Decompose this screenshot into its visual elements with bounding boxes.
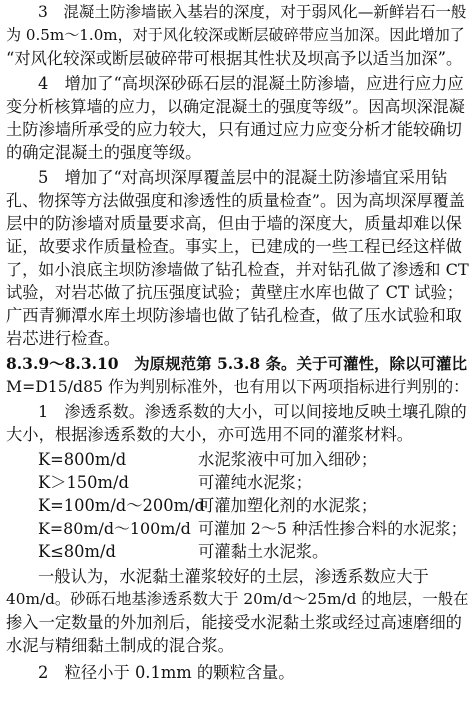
general-paragraph-line: 掺入一定数量的外加剂后，能接受水泥黏土浆或经过高速磨细的 (6, 613, 462, 632)
grout-table-row (38, 472, 312, 494)
paragraph-5-line: 证，故要求作质量检查。事实上，已建成的一些工程已经这样做 (6, 237, 462, 256)
section-heading-line: 8.3.9～8.3.10 为原规范第 5.3.8 条。关于可灌性，除以可灌比 (6, 354, 468, 373)
paragraph-4-line: 土防渗墙所承受的应力较大，只有通过应力应变分析才能较确切 (6, 120, 462, 139)
paragraph-3-line: 3 混凝土防渗墙嵌入基岩的深度，对于弱风化—新鲜岩石一般 (38, 3, 467, 21)
paragraph-5-line: 广西青狮潭水库土坝防渗墙也做了钻孔检查，做了压水试验和取 (6, 306, 462, 325)
paragraph-5-line: 5 增加了“对高坝深厚覆盖层中的混凝土防渗墙宜采用钻 (38, 168, 448, 187)
grout-table-row (38, 495, 377, 517)
paragraph-3-line: 为 0.5m～1.0m，对于风化较深或断层破碎带应当加深。因此增加了 (6, 26, 465, 44)
grout-material: 可灌黏土水泥浆。 (198, 542, 329, 561)
grout-material: 可灌加塑化剂的水泥浆； (198, 496, 378, 515)
section-line: M=D15/d85 作为判别标准外，也有用以下两项指标进行判别的： (6, 377, 469, 396)
paragraph-5-line: 岩芯进行检查。 (6, 329, 120, 348)
permeability-value: K=80m/d～100m/d (38, 519, 191, 538)
grout-table-row (38, 449, 377, 471)
permeability-value: K=100m/d～200m/d (38, 496, 205, 515)
paragraph-4-line: 变分析核算墙的应力，以确定混凝土的强度等级”。因高坝深混凝 (6, 97, 465, 116)
item-2-line: 2 粒径小于 0.1mm 的颗粒含量。 (38, 663, 295, 682)
grout-material: 水泥浆液中可加入细砂； (198, 450, 378, 469)
permeability-value: K≤80m/d (38, 542, 116, 561)
grout-table-row (38, 518, 467, 540)
general-paragraph-line: 40m/d。砂砾石地基渗透系数大于 20m/d～25m/d 的地层，一般在 (6, 590, 469, 608)
general-paragraph-line: 水泥与精细黏土制成的混合浆。 (6, 636, 234, 655)
paragraph-5-line: 了，如小浪底主坝防渗墙做了钻孔检查，并对钻孔做了渗透和 CT (6, 260, 469, 279)
paragraph-5-line: 层中的防渗墙对质量要求高，但由于墙的深度大，质量却难以保 (6, 214, 462, 233)
grout-table-row (38, 541, 328, 563)
paragraph-3-line: “对风化较深或断层破碎带可根据其性状及坝高予以适当加深”。 (6, 49, 463, 68)
grout-material: 可灌加 2～5 种活性掺合料的水泥浆； (198, 519, 467, 538)
paragraph-5-line: 孔、物探等方法做强度和渗透性的质量检查”。因为高坝深厚覆盖 (6, 191, 465, 210)
paragraph-4-line: 4 增加了“高坝深砂砾石层的混凝土防渗墙，应进行应力应 (38, 74, 464, 93)
item-1-line: 1 渗透系数。渗透系数的大小，可以间接地反映土壤孔隙的 (38, 402, 467, 421)
permeability-value: K=800m/d (38, 450, 127, 469)
paragraph-4-line: 的确定混凝土的强度等级。 (6, 143, 202, 162)
grout-material: 可灌纯水泥浆； (198, 473, 312, 492)
general-paragraph-line: 一般认为，水泥黏土灌浆较好的土层，渗透系数应大于 (38, 567, 429, 586)
item-1-line: 大小，根据渗透系数的大小，亦可选用不同的灌浆材料。 (6, 425, 414, 444)
permeability-value: K＞150m/d (38, 473, 129, 492)
paragraph-5-line: 试验，对岩芯做了抗压强度试验；黄壁庄水库也做了 CT 试验； (6, 283, 463, 302)
